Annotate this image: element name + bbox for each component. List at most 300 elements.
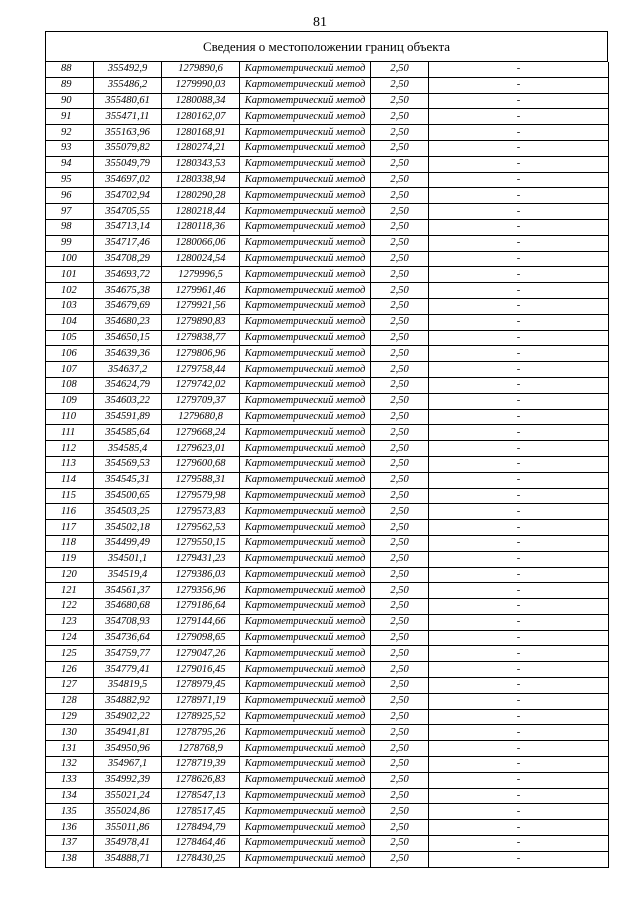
method-cell: Картометрический метод [240, 77, 371, 93]
precision-cell: 2,50 [371, 693, 429, 709]
method-cell: Картометрический метод [240, 520, 371, 536]
y-coordinate-cell: 1278430,25 [162, 851, 240, 867]
table-header: Сведения о местоположении границ объекта [45, 31, 608, 62]
x-coordinate-cell: 354585,4 [94, 441, 162, 457]
x-coordinate-cell: 354561,37 [94, 583, 162, 599]
y-coordinate-cell: 1279386,03 [162, 567, 240, 583]
y-coordinate-cell: 1280162,07 [162, 109, 240, 125]
y-coordinate-cell: 1279961,46 [162, 283, 240, 299]
method-cell: Картометрический метод [240, 298, 371, 314]
point-number-cell: 90 [46, 93, 94, 109]
precision-cell: 2,50 [371, 772, 429, 788]
description-cell: - [429, 693, 609, 709]
precision-cell: 2,50 [371, 109, 429, 125]
precision-cell: 2,50 [371, 630, 429, 646]
y-coordinate-cell: 1278494,79 [162, 820, 240, 836]
x-coordinate-cell: 354603,22 [94, 393, 162, 409]
boundary-table-sheet [45, 31, 608, 868]
description-cell: - [429, 393, 609, 409]
table-body [46, 62, 609, 867]
method-cell: Картометрический метод [240, 614, 371, 630]
table-row [46, 788, 609, 804]
method-cell: Картометрический метод [240, 377, 371, 393]
table-row [46, 377, 609, 393]
description-cell: - [429, 662, 609, 678]
y-coordinate-cell: 1279709,37 [162, 393, 240, 409]
x-coordinate-cell: 354882,92 [94, 693, 162, 709]
y-coordinate-cell: 1278464,46 [162, 836, 240, 852]
y-coordinate-cell: 1280024,54 [162, 251, 240, 267]
point-number-cell: 92 [46, 125, 94, 141]
table-row [46, 267, 609, 283]
table-row [46, 820, 609, 836]
precision-cell: 2,50 [371, 267, 429, 283]
description-cell: - [429, 109, 609, 125]
y-coordinate-cell: 1279579,98 [162, 488, 240, 504]
point-number-cell: 101 [46, 267, 94, 283]
precision-cell: 2,50 [371, 741, 429, 757]
table-row [46, 172, 609, 188]
precision-cell: 2,50 [371, 204, 429, 220]
x-coordinate-cell: 355163,96 [94, 125, 162, 141]
precision-cell: 2,50 [371, 599, 429, 615]
table-row [46, 757, 609, 773]
description-cell: - [429, 614, 609, 630]
description-cell: - [429, 772, 609, 788]
point-number-cell: 133 [46, 772, 94, 788]
x-coordinate-cell: 354499,49 [94, 535, 162, 551]
precision-cell: 2,50 [371, 504, 429, 520]
y-coordinate-cell: 1279047,26 [162, 646, 240, 662]
description-cell: - [429, 219, 609, 235]
method-cell: Картометрический метод [240, 678, 371, 694]
description-cell: - [429, 788, 609, 804]
point-number-cell: 88 [46, 62, 94, 77]
precision-cell: 2,50 [371, 456, 429, 472]
x-coordinate-cell: 354637,2 [94, 362, 162, 378]
x-coordinate-cell: 355049,79 [94, 156, 162, 172]
point-number-cell: 110 [46, 409, 94, 425]
point-number-cell: 89 [46, 77, 94, 93]
y-coordinate-cell: 1279742,02 [162, 377, 240, 393]
method-cell: Картометрический метод [240, 219, 371, 235]
method-cell: Картометрический метод [240, 267, 371, 283]
method-cell: Картометрический метод [240, 725, 371, 741]
table-row [46, 567, 609, 583]
point-number-cell: 113 [46, 456, 94, 472]
point-number-cell: 136 [46, 820, 94, 836]
y-coordinate-cell: 1278979,45 [162, 678, 240, 694]
x-coordinate-cell: 355492,9 [94, 62, 162, 77]
precision-cell: 2,50 [371, 804, 429, 820]
table-row [46, 725, 609, 741]
x-coordinate-cell: 354950,96 [94, 741, 162, 757]
y-coordinate-cell: 1279990,03 [162, 77, 240, 93]
point-number-cell: 116 [46, 504, 94, 520]
description-cell: - [429, 140, 609, 156]
method-cell: Картометрический метод [240, 504, 371, 520]
x-coordinate-cell: 355471,11 [94, 109, 162, 125]
table-row [46, 346, 609, 362]
x-coordinate-cell: 354624,79 [94, 377, 162, 393]
x-coordinate-cell: 354591,89 [94, 409, 162, 425]
y-coordinate-cell: 1280118,36 [162, 219, 240, 235]
method-cell: Картометрический метод [240, 646, 371, 662]
x-coordinate-cell: 354978,41 [94, 836, 162, 852]
precision-cell: 2,50 [371, 409, 429, 425]
x-coordinate-cell: 354501,1 [94, 551, 162, 567]
precision-cell: 2,50 [371, 788, 429, 804]
description-cell: - [429, 567, 609, 583]
table-row [46, 235, 609, 251]
method-cell: Картометрический метод [240, 567, 371, 583]
precision-cell: 2,50 [371, 836, 429, 852]
table-row [46, 330, 609, 346]
x-coordinate-cell: 354967,1 [94, 757, 162, 773]
method-cell: Картометрический метод [240, 851, 371, 867]
method-cell: Картометрический метод [240, 583, 371, 599]
method-cell: Картометрический метод [240, 346, 371, 362]
x-coordinate-cell: 354679,69 [94, 298, 162, 314]
y-coordinate-cell: 1279431,23 [162, 551, 240, 567]
description-cell: - [429, 188, 609, 204]
point-number-cell: 95 [46, 172, 94, 188]
point-number-cell: 115 [46, 488, 94, 504]
table-row [46, 298, 609, 314]
method-cell: Картометрический метод [240, 409, 371, 425]
precision-cell: 2,50 [371, 172, 429, 188]
description-cell: - [429, 298, 609, 314]
x-coordinate-cell: 354779,41 [94, 662, 162, 678]
precision-cell: 2,50 [371, 488, 429, 504]
description-cell: - [429, 804, 609, 820]
y-coordinate-cell: 1279680,8 [162, 409, 240, 425]
point-number-cell: 117 [46, 520, 94, 536]
x-coordinate-cell: 354585,64 [94, 425, 162, 441]
precision-cell: 2,50 [371, 678, 429, 694]
y-coordinate-cell: 1279806,96 [162, 346, 240, 362]
method-cell: Картометрический метод [240, 709, 371, 725]
description-cell: - [429, 520, 609, 536]
method-cell: Картометрический метод [240, 109, 371, 125]
description-cell: - [429, 283, 609, 299]
x-coordinate-cell: 354680,23 [94, 314, 162, 330]
y-coordinate-cell: 1279600,68 [162, 456, 240, 472]
method-cell: Картометрический метод [240, 125, 371, 141]
y-coordinate-cell: 1279016,45 [162, 662, 240, 678]
x-coordinate-cell: 355021,24 [94, 788, 162, 804]
description-cell: - [429, 251, 609, 267]
description-cell: - [429, 267, 609, 283]
method-cell: Картометрический метод [240, 172, 371, 188]
point-number-cell: 97 [46, 204, 94, 220]
y-coordinate-cell: 1279668,24 [162, 425, 240, 441]
point-number-cell: 119 [46, 551, 94, 567]
method-cell: Картометрический метод [240, 156, 371, 172]
point-number-cell: 118 [46, 535, 94, 551]
method-cell: Картометрический метод [240, 662, 371, 678]
precision-cell: 2,50 [371, 93, 429, 109]
x-coordinate-cell: 354702,94 [94, 188, 162, 204]
description-cell: - [429, 125, 609, 141]
description-cell: - [429, 409, 609, 425]
point-number-cell: 131 [46, 741, 94, 757]
table-row [46, 77, 609, 93]
precision-cell: 2,50 [371, 235, 429, 251]
description-cell: - [429, 172, 609, 188]
table-row [46, 741, 609, 757]
x-coordinate-cell: 354519,4 [94, 567, 162, 583]
x-coordinate-cell: 354759,77 [94, 646, 162, 662]
method-cell: Картометрический метод [240, 441, 371, 457]
precision-cell: 2,50 [371, 314, 429, 330]
point-number-cell: 103 [46, 298, 94, 314]
y-coordinate-cell: 1279623,01 [162, 441, 240, 457]
method-cell: Картометрический метод [240, 788, 371, 804]
precision-cell: 2,50 [371, 441, 429, 457]
table-row [46, 535, 609, 551]
method-cell: Картометрический метод [240, 630, 371, 646]
point-number-cell: 99 [46, 235, 94, 251]
table-row [46, 693, 609, 709]
y-coordinate-cell: 1279890,83 [162, 314, 240, 330]
precision-cell: 2,50 [371, 330, 429, 346]
description-cell: - [429, 599, 609, 615]
x-coordinate-cell: 354650,15 [94, 330, 162, 346]
x-coordinate-cell: 355486,2 [94, 77, 162, 93]
table-row [46, 409, 609, 425]
point-number-cell: 121 [46, 583, 94, 599]
point-number-cell: 127 [46, 678, 94, 694]
table-row [46, 551, 609, 567]
precision-cell: 2,50 [371, 725, 429, 741]
page-number: 81 [313, 15, 327, 30]
description-cell: - [429, 377, 609, 393]
x-coordinate-cell: 354639,36 [94, 346, 162, 362]
point-number-cell: 126 [46, 662, 94, 678]
point-number-cell: 135 [46, 804, 94, 820]
precision-cell: 2,50 [371, 219, 429, 235]
y-coordinate-cell: 1278971,19 [162, 693, 240, 709]
description-cell: - [429, 330, 609, 346]
method-cell: Картометрический метод [240, 772, 371, 788]
point-number-cell: 130 [46, 725, 94, 741]
point-number-cell: 105 [46, 330, 94, 346]
point-number-cell: 100 [46, 251, 94, 267]
precision-cell: 2,50 [371, 662, 429, 678]
method-cell: Картометрический метод [240, 836, 371, 852]
point-number-cell: 122 [46, 599, 94, 615]
description-cell: - [429, 836, 609, 852]
x-coordinate-cell: 355011,86 [94, 820, 162, 836]
description-cell: - [429, 93, 609, 109]
method-cell: Картометрический метод [240, 314, 371, 330]
y-coordinate-cell: 1279758,44 [162, 362, 240, 378]
y-coordinate-cell: 1280088,34 [162, 93, 240, 109]
y-coordinate-cell: 1279838,77 [162, 330, 240, 346]
y-coordinate-cell: 1278795,26 [162, 725, 240, 741]
precision-cell: 2,50 [371, 62, 429, 77]
precision-cell: 2,50 [371, 393, 429, 409]
precision-cell: 2,50 [371, 583, 429, 599]
description-cell: - [429, 709, 609, 725]
precision-cell: 2,50 [371, 520, 429, 536]
table-row [46, 393, 609, 409]
description-cell: - [429, 472, 609, 488]
table-row [46, 109, 609, 125]
x-coordinate-cell: 354717,46 [94, 235, 162, 251]
point-number-cell: 93 [46, 140, 94, 156]
x-coordinate-cell: 355480,61 [94, 93, 162, 109]
point-number-cell: 129 [46, 709, 94, 725]
precision-cell: 2,50 [371, 757, 429, 773]
method-cell: Картометрический метод [240, 741, 371, 757]
method-cell: Картометрический метод [240, 393, 371, 409]
point-number-cell: 138 [46, 851, 94, 867]
x-coordinate-cell: 354503,25 [94, 504, 162, 520]
table-row [46, 520, 609, 536]
point-number-cell: 132 [46, 757, 94, 773]
point-number-cell: 91 [46, 109, 94, 125]
table-row [46, 251, 609, 267]
y-coordinate-cell: 1279098,65 [162, 630, 240, 646]
table-row [46, 772, 609, 788]
point-number-cell: 114 [46, 472, 94, 488]
method-cell: Картометрический метод [240, 330, 371, 346]
method-cell: Картометрический метод [240, 599, 371, 615]
description-cell: - [429, 646, 609, 662]
description-cell: - [429, 551, 609, 567]
precision-cell: 2,50 [371, 377, 429, 393]
precision-cell: 2,50 [371, 646, 429, 662]
precision-cell: 2,50 [371, 709, 429, 725]
precision-cell: 2,50 [371, 140, 429, 156]
method-cell: Картометрический метод [240, 62, 371, 77]
precision-cell: 2,50 [371, 820, 429, 836]
x-coordinate-cell: 354545,31 [94, 472, 162, 488]
precision-cell: 2,50 [371, 125, 429, 141]
y-coordinate-cell: 1280290,28 [162, 188, 240, 204]
table-row [46, 62, 609, 77]
method-cell: Картометрический метод [240, 188, 371, 204]
y-coordinate-cell: 1278517,45 [162, 804, 240, 820]
precision-cell: 2,50 [371, 283, 429, 299]
precision-cell: 2,50 [371, 298, 429, 314]
point-number-cell: 104 [46, 314, 94, 330]
method-cell: Картометрический метод [240, 93, 371, 109]
table-row [46, 219, 609, 235]
y-coordinate-cell: 1279550,15 [162, 535, 240, 551]
point-number-cell: 137 [46, 836, 94, 852]
table-row [46, 472, 609, 488]
x-coordinate-cell: 354500,65 [94, 488, 162, 504]
precision-cell: 2,50 [371, 188, 429, 204]
x-coordinate-cell: 354992,39 [94, 772, 162, 788]
table-row [46, 662, 609, 678]
description-cell: - [429, 441, 609, 457]
x-coordinate-cell: 354697,02 [94, 172, 162, 188]
precision-cell: 2,50 [371, 362, 429, 378]
table-row [46, 709, 609, 725]
precision-cell: 2,50 [371, 156, 429, 172]
table-row [46, 314, 609, 330]
y-coordinate-cell: 1280066,06 [162, 235, 240, 251]
point-number-cell: 109 [46, 393, 94, 409]
y-coordinate-cell: 1279890,6 [162, 62, 240, 77]
precision-cell: 2,50 [371, 535, 429, 551]
y-coordinate-cell: 1280343,53 [162, 156, 240, 172]
table-row [46, 599, 609, 615]
table-row [46, 441, 609, 457]
x-coordinate-cell: 354819,5 [94, 678, 162, 694]
precision-cell: 2,50 [371, 851, 429, 867]
description-cell: - [429, 583, 609, 599]
y-coordinate-cell: 1279562,53 [162, 520, 240, 536]
x-coordinate-cell: 354736,64 [94, 630, 162, 646]
description-cell: - [429, 757, 609, 773]
x-coordinate-cell: 354713,14 [94, 219, 162, 235]
description-cell: - [429, 456, 609, 472]
method-cell: Картометрический метод [240, 362, 371, 378]
point-number-cell: 112 [46, 441, 94, 457]
y-coordinate-cell: 1280168,91 [162, 125, 240, 141]
point-number-cell: 111 [46, 425, 94, 441]
point-number-cell: 123 [46, 614, 94, 630]
precision-cell: 2,50 [371, 346, 429, 362]
description-cell: - [429, 362, 609, 378]
y-coordinate-cell: 1279573,83 [162, 504, 240, 520]
y-coordinate-cell: 1280338,94 [162, 172, 240, 188]
x-coordinate-cell: 354708,93 [94, 614, 162, 630]
method-cell: Картометрический метод [240, 804, 371, 820]
point-number-cell: 125 [46, 646, 94, 662]
table-row [46, 488, 609, 504]
method-cell: Картометрический метод [240, 425, 371, 441]
table-row [46, 504, 609, 520]
point-number-cell: 96 [46, 188, 94, 204]
description-cell: - [429, 535, 609, 551]
x-coordinate-cell: 354675,38 [94, 283, 162, 299]
table-row [46, 140, 609, 156]
y-coordinate-cell: 1279144,66 [162, 614, 240, 630]
y-coordinate-cell: 1278925,52 [162, 709, 240, 725]
method-cell: Картометрический метод [240, 488, 371, 504]
point-number-cell: 102 [46, 283, 94, 299]
method-cell: Картометрический метод [240, 140, 371, 156]
description-cell: - [429, 504, 609, 520]
precision-cell: 2,50 [371, 614, 429, 630]
point-number-cell: 106 [46, 346, 94, 362]
description-cell: - [429, 235, 609, 251]
description-cell: - [429, 851, 609, 867]
description-cell: - [429, 488, 609, 504]
table-row [46, 456, 609, 472]
table-row [46, 204, 609, 220]
description-cell: - [429, 314, 609, 330]
table-row [46, 851, 609, 867]
y-coordinate-cell: 1279588,31 [162, 472, 240, 488]
table-row [46, 646, 609, 662]
y-coordinate-cell: 1278719,39 [162, 757, 240, 773]
table-row [46, 425, 609, 441]
x-coordinate-cell: 354902,22 [94, 709, 162, 725]
description-cell: - [429, 820, 609, 836]
point-number-cell: 98 [46, 219, 94, 235]
table-row [46, 836, 609, 852]
y-coordinate-cell: 1278626,83 [162, 772, 240, 788]
point-number-cell: 120 [46, 567, 94, 583]
point-number-cell: 108 [46, 377, 94, 393]
